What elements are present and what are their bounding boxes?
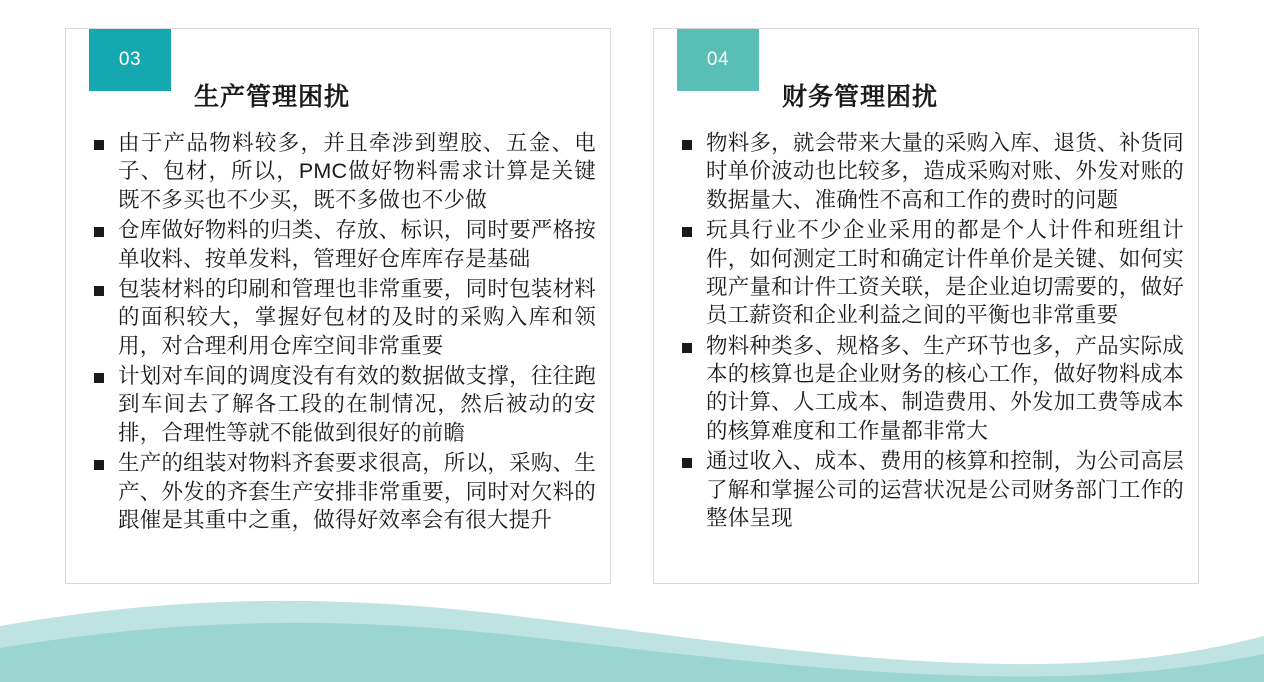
list-item: 物料多，就会带来大量的采购入库、退货、补货同时单价波动也比较多，造成采购对账、外发对账的数据量大、准确性不高和工作的费时的问题 xyxy=(674,129,1184,214)
list-item: 仓库做好物料的归类、存放、标识，同时要严格按单收料、按单发料，管理好仓库库存是基础 xyxy=(86,216,596,273)
card-title: 生产管理困扰 xyxy=(194,83,351,111)
card-financial-management xyxy=(653,28,1199,584)
list-item: 计划对车间的调度没有有效的数据做支撑，往往跑到车间去了解各工段的在制情况，然后被动的安排，合理性等就不能做到很好的前瞻 xyxy=(86,362,596,447)
card-number-badge: 03 xyxy=(89,29,171,91)
card-number-badge: 04 xyxy=(677,29,759,91)
list-item: 包装材料的印刷和管理也非常重要，同时包装材料的面积较大，掌握好包材的及时的采购入库和领用，对合理利用仓库空间非常重要 xyxy=(86,275,596,360)
list-item: 物料种类多、规格多、生产环节也多，产品实际成本的核算也是企业财务的核心工作，做好物料成本的计算、人工成本、制造费用、外发加工费等成本的核算难度和工作量都非常大 xyxy=(674,332,1184,446)
card-title: 财务管理困扰 xyxy=(782,83,939,111)
list-item: 由于产品物料较多，并且牵涉到塑胶、五金、电子、包材，所以，PMC做好物料需求计算是关键既不多买也不少买，既不多做也不少做 xyxy=(86,129,596,214)
list-item: 生产的组装对物料齐套要求很高，所以，采购、生产、外发的齐套生产安排非常重要，同时对欠料的跟催是其重中之重，做得好效率会有很大提升 xyxy=(86,449,596,534)
list-item: 通过收入、成本、费用的核算和控制，为公司高层了解和掌握公司的运营状况是公司财务部门工作的整体呈现 xyxy=(674,447,1184,532)
wave-decoration xyxy=(0,592,1264,682)
card-container xyxy=(0,28,1264,584)
bullet-list xyxy=(674,129,1184,534)
bullet-list xyxy=(86,129,596,536)
card-production-management xyxy=(65,28,611,584)
list-item: 玩具行业不少企业采用的都是个人计件和班组计件，如何测定工时和确定计件单价是关键、如何实现产量和计件工资关联，是企业迫切需要的，做好员工薪资和企业利益之间的平衡也非常重要 xyxy=(674,216,1184,330)
